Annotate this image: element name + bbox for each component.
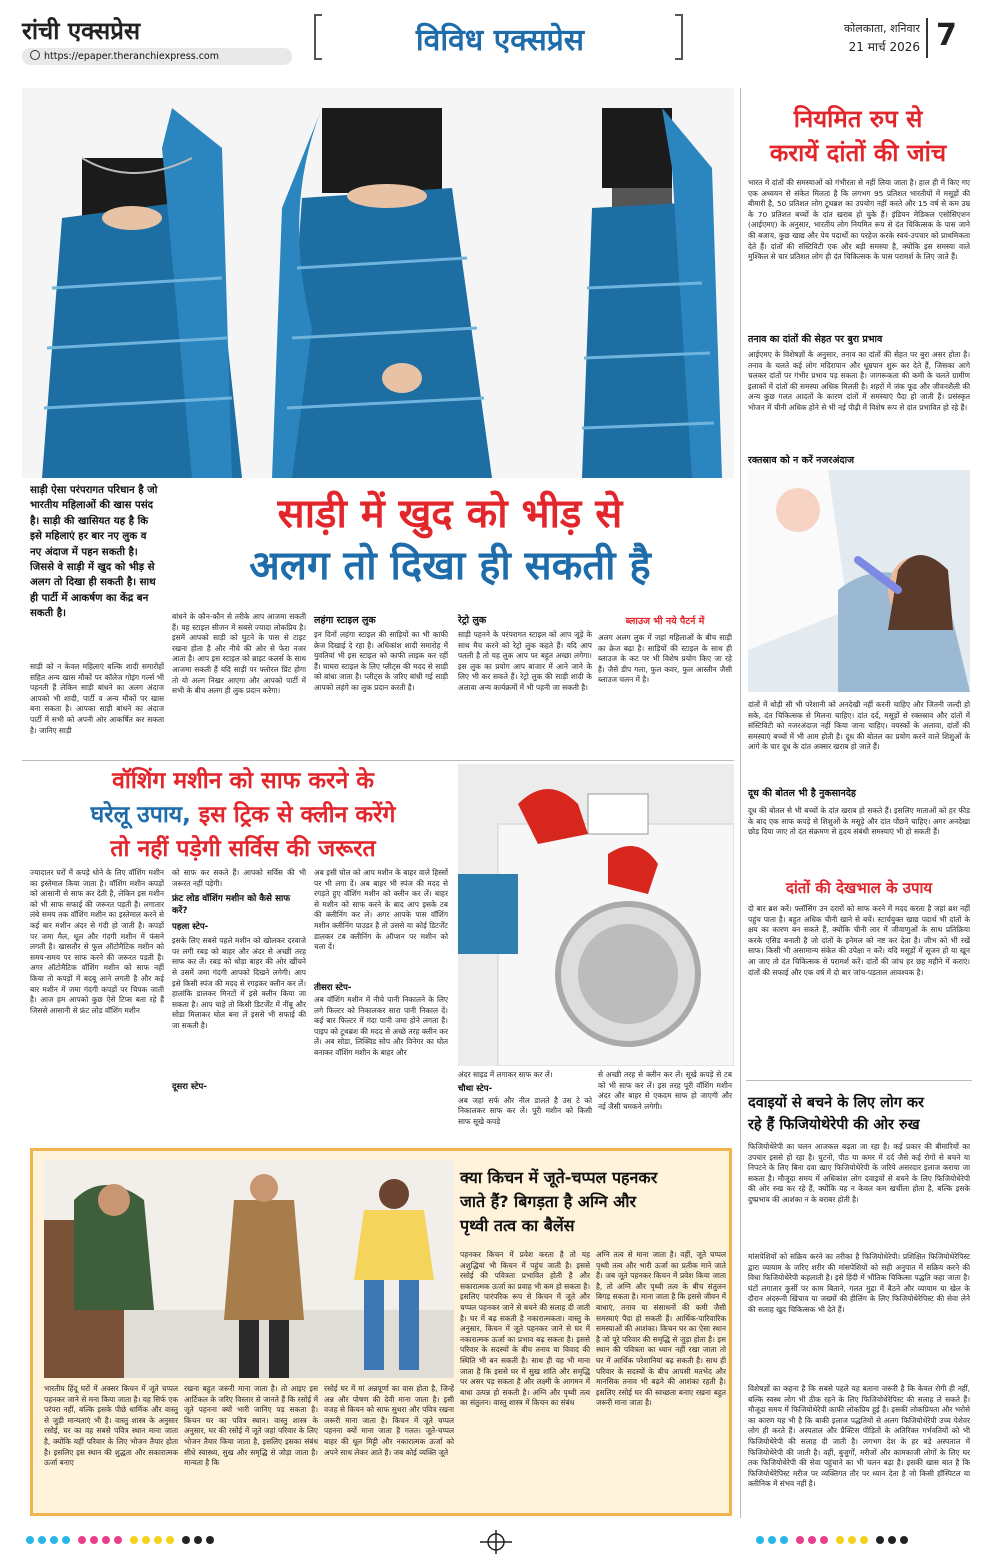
dental-headline-line2: करायें दांतों की जांच	[769, 139, 947, 167]
kitchen-photo	[44, 1160, 454, 1378]
dentist-illustration	[748, 470, 970, 692]
kitchen-col-4: पहनकर किचन में प्रवेश करता है तो यह अशुद्धियां भी किचन में पहुंच जाती है। इससे रसोई की पवित्रता प्रभावित होती है और सकारात्मक ऊर्जा का प्रवाह भी कम हो सकता है। इसलिए पारंपरिक रूप से किचन में जूते और चप्पल पहनकर जाने से बचने की सलाह दी जाती है। घर में बढ़ सकती है नकारात्मकता। वास्तु के अनुसार, किचन में जूते पहनकर जाने से घर में नकारात्मक ऊर्जा का प्रभाव बढ़ सकता है। इससे परिवार के सदस्यों के बीच तनाव या विवाद की स्थिति भी बन सकती है। साथ ही यह भी माना जाता है कि इससे घर में सुख शांति और समृद्धि पर असर पड़ सकता है और लक्ष्मी के आगमन में बाधा उत्पन्न हो सकती है। अग्नि और पृथ्वी तत्व का संतुलन। वास्तु शास्त्र में किचन का संबंध	[460, 1250, 590, 1408]
washing-col-3	[314, 868, 448, 1138]
saree-col-3: इन दिनों लहंगा स्टाइल की साड़ियों का भी काफी क्रेज दिखाई दे रहा है। अधिकांश शादी समारोह में युवतियां भी इस स्टाइल को काफी लाइक कर रहीं हैं। घाघरा स्टाइल के लिए प्लीट्स की मदद से साड़ी को बांधा जाता है। प्लीट्स के जरिए बांधी गई साड़ी आपको लहंगे का लुक प्रदान करती है।	[314, 630, 448, 692]
paper-name: रांची एक्सप्रेस	[22, 16, 141, 45]
url-bar[interactable]	[22, 48, 292, 65]
dental-p4: दूध की बोतल से भी बच्चों के दांत खराब हो सकते हैं। इसलिए माताओं को हर फीड के बाद एक साफ कपड़े से शिशुओं के मसूड़े और दांत पोंछने चाहिए। अगर अनदेखा छोड़ दिया जाए तो दंत संक्रमण से हृदय संबंधी समस्याएं भी हो सकती हैं।	[748, 806, 970, 837]
blouse-text: अलग अलग लुक में जहां महिलाओं के बीच साड़ी का क्रेज बढ़ा है। साड़ियों की स्टाइल के साथ ही ब्लाउज के कट पर भी विशेष प्रयोग किए जा रहे हैं। जैसे डीप गला, फुल कवर, फुल आस्तीन जैसी ब्लाउज चलन में है।	[598, 633, 732, 685]
dental-p1: भारत में दांतों की समस्याओं को गंभीरता से नहीं लिया जाता है। हाल ही में किए गए एक अध्ययन से संकेत मिलता है कि लगभग 95 प्रतिशत भारतीयों में मसूड़ों की बीमारी है, 50 प्रतिशत लोग टूथब्रश का उपयोग नहीं करते और 15 वर्ष से कम उम्र के 70 प्रतिशत बच्चों के दांत खराब हो चुके हैं। इंडियन मेडिकल एसोसिएशन (आईएमए) के अनुसार, भारतीय लोग नियमित रूप से दंत चिकित्सक के पास जाने की बजाय, कुछ खाद्य और पेय पदार्थों का परहेज करके स्वयं-उपचार को प्राथमिकता देते हैं। दांतों की संस्टिविटी एक और बड़ी समस्या है, क्योंकि इस समस्या वाले मुश्किल से चार प्रतिशत लोग ही दंत चिकित्सक के पास परामर्श के लिए जाते हैं।	[748, 178, 970, 262]
divider-dental	[746, 1080, 972, 1081]
washing-col-4	[458, 1070, 592, 1145]
issue-date: 21 मार्च 2026	[848, 40, 920, 54]
blouse-box	[598, 614, 732, 740]
kitchen-col-3: रसोई घर में मां अन्नपूर्णा का वास होता है, जिन्हें अन्न और पोषण की देवी माना जाता है। इसी वजह से किचन को साफ सुथरा और पवित्र रखना जरूरी माना जाता है। किचन में जूते चप्पल पहनना क्यों माना जाता है गलत। जूते-चप्पल बाहर की धूल मिट्टी और नकारात्मक ऊर्जा को अपने साथ लेकर आते हैं। जब कोई व्यक्ति जूते	[324, 1384, 454, 1457]
bracket-right	[675, 14, 683, 60]
step3-heading: तीसरा स्टेप-	[314, 983, 352, 993]
washing-col-2	[172, 868, 306, 1138]
washing-illustration	[458, 764, 734, 1066]
kitchen-headline-line2: जाते हैं? बिगड़ता है अग्नि और	[460, 1192, 637, 1211]
globe-icon	[30, 50, 40, 60]
washing-col-5: से अच्छी तरह से क्लीन कर लें। सूखे कपड़े से टब को भी साफ कर लें। इस तरह पूरी वॉशिंग मशीन अंदर और बाहर से एकदम साफ हो जाएगी और नई जैसी चमकने लगेगी।	[598, 1070, 732, 1111]
step2-text: अब इसी घोल को आप मशीन के बाहर वाले हिस्सों पर भी लगा दें। अब बाहर भी स्पंज की मदद से रगड़ते हुए वॉशिंग मशीन को क्लीन कर लें। बाहर से मशीन को साफ करने के बाद आप इसके टब की क्लीनिंग कर लें। अगर आपके पास वॉशिंग मशीन क्लीनिंग पाउडर है तो उससे या कोई डिटर्जेंट डालकर टब क्लीनिंग के ऑप्शन पर मशीन को चला दें।	[314, 868, 448, 952]
dental-headline-line1: नियमित रुप से	[793, 105, 923, 133]
saree-headline	[165, 488, 735, 592]
kitchen-illustration	[44, 1160, 454, 1378]
step4-text: अब जहां सर्फ और नील डालते है उस टे को निकालकर साफ कर लें। पूरी मशीन को किसी साफ सूखे कपड़े	[458, 1095, 592, 1126]
kitchen-headline	[460, 1166, 732, 1238]
washing-headline-line2	[28, 798, 458, 832]
washing-machine-photo	[458, 764, 734, 1066]
kitchen-col-2: रखना बहुत जरूरी माना जाता है। तो आइए इस आर्टिकल के जरिए विस्तार से जानते हैं कि रसोई में जूते पहनना क्यों भारी जानिए पड़ सकता है। किचन घर का पवित्र स्थान। वास्तु शास्त्र के अनुसार, घर की रसोई में जूते जहां परिवार के लिए भोजन तैयार किया जाता है, इसलिए इसका संबंध सीधे स्वास्थ्य, सुख और समृद्धि से जोड़ा जाता है। मान्यता है कि	[184, 1384, 318, 1468]
kitchen-col-5: अग्नि तत्व से माना जाता है। वहीं, जूते चप्पल पृथ्वी तत्व और भारी ऊर्जा का प्रतीक माने जाते हैं। जब जूते पहनकर किचन में प्रवेश किया जाता है, तो अग्नि और पृथ्वी तत्व के बीच संतुलन बिगड़ सकता है। माना जाता है कि इससे जीवन में बाधाएं, तनाव या संसाधनों की कमी जैसी समस्याएं पैदा हो सकती हैं। आर्थिक-पारिवारिक समस्याओं की आशंका। किचन घर का ऐसा स्थान है जो पूरे परिवार की समृद्धि से जुड़ा होता है। इस स्थान की पवित्रता का ध्यान नहीं रखा जाता तो घर में आर्थिक परेशानियां बढ़ सकती है। साथ ही परिवार के सदस्यों के बीच आपसी मतभेद और मानसिक तनाव भी बढ़ने की आशंका रहती है। इसलिए रसोई घर की स्वच्छता बनाए रखना बहुत जरूरी माना जाता है।	[596, 1250, 726, 1408]
washing-headline-line3: तो नहीं पड़ेगी सर्विस की जरूरत	[110, 836, 376, 862]
step3-text: अब वॉशिंग मशीन में नीचे पानी निकालने के लिए लगे फिल्टर को निकालकर सारा पानी निकाल दें। कई बार फिल्टर में गंदा पानी जमा होने लगता है। पाइप को टूथब्रश की मदद से अच्छे तरह क्लीन कर लें। अब सोडा, लिक्विड सोप और विनेगर का घोल बनाकर वॉशिंग मशीन के बाहर और	[314, 995, 448, 1057]
physio-headline-line2: रहे हैं फिजियोथेरेपी की ओर रुख	[748, 1117, 920, 1133]
physio-headline	[748, 1092, 972, 1136]
dental-headline	[746, 102, 970, 170]
dental-care-text: दो बार ब्रश करें। फ्लॉसिंग उन दरारों को साफ करने में मदद करता है जहां ब्रश नहीं पहुंच पाता है। बहुत अधिक चीनी खाने से बचें। स्टार्चयुक्त खाद्य पदार्थ भी दांतों के क्षय का कारण बन सकते हैं, क्योंकि चीनी लार में जीवाणुओं के साथ प्रतिक्रिया करके एसिड बनाती है जो दांतों के इनेमल को नष्ट कर देता है। जीभ को भी रखें साफ। किसी भी असामान्य संकेत की उपेक्षा न करें। यदि मसूड़ों में सूजन हो या खून आ जाए तो दंत चिकित्सक से परामर्श करें। दांतों की जांच हर छह महीने में कराएं। दांतों की सफाई और एक वर्ष में दो बार जांच-पड़ताल आवश्यक है।	[748, 904, 970, 977]
saree-col3-heading: लहंगा स्टाइल लुक	[314, 615, 376, 626]
dental-p3: दांतों में थोड़ी सी भी परेशानी को अनदेखी नहीं करनी चाहिए और जितनी जल्दी हो सके, दंत चिकित्सक से मिलना चाहिए। दांत दर्द, मसूड़ों से रक्तस्राव और दांतों में संस्टिविटी को नजरअंदाज नहीं किया जाना चाहिए। वयस्कों के अलावा, दांतों की समस्याएं बच्चों में भी आम होती है। दूध की बोतल का प्रयोग करने वाले शिशुओं के आगे के चार दूध के दांत अक्सर खराब हो जाते हैं।	[748, 700, 970, 752]
divider-saree	[22, 760, 734, 761]
washing-headline-line2a: घरेलू उपाय,	[90, 802, 191, 828]
physio-p2: मांसपेशियों को सक्रिय करने का तरीका है फिजियोथेरेपी। प्रशिक्षित फिजियोथेरेपिस्ट द्वारा व्यायाम के जरिए शरीर की मांसपेशियों को सही अनुपात में सक्रिय करने की विधा फिजियोथेरेपी कहलाती है। इसे हिंदी में भौतिक चिकित्सा पद्धति कहा जाता है। घंटों लगातार कुर्सी पर काम बिताने, गलत मुद्रा में बैठने और व्यायाम या खेल के दौरान अंदरूनी खिंचाव या जख्मों की हीलिंग के लिए फिजियोथेरेपिस्ट की सेवा लेने की सलाह खुद चिकित्सक भी देते हैं।	[748, 1252, 970, 1314]
washing-col2-intro: को साफ कर सकते हैं। आपको सर्विस की भी जरूरत नहीं पड़ेगी।	[172, 868, 306, 888]
kitchen-col-1: भारतीय हिंदू घरों में अक्सर किचन में जूते चप्पल पहनकर जाने से मना किया जाता है। यह सिर्फ एक परंपरा नहीं, बल्कि इसके पीछे धार्मिक और वास्तु से जुड़ी मान्यताएं भी है। वास्तु शास्त्र के अनुसार रसोई, घर का वह सबसे पवित्र स्थान माना जाता है, क्योंकि यहीं परिवार के लिए भोजन तैयार होता है। इसलिए इस स्थान की शुद्धता और सकारात्मक ऊर्जा बनाए	[44, 1384, 178, 1468]
bracket-left	[314, 14, 322, 60]
saree-col-4: साड़ी पहनने के परंपरागत स्टाइल को आप जूड़े के साथ मैच करने को रेट्रो लुक कहते हैं। यदि आप पतली है तो यह लुक आप पर बहुत अच्छा लगेगा। इस लुक का प्रयोग आप बाजार में आने जाने के लिए भी कर सकते हैं। रेट्रो लुक की साड़ी शादी के अलावा अन्य कार्यक्रमों में भी पहनी जा सकती है।	[458, 630, 592, 692]
washing-headline	[28, 764, 458, 866]
print-registration-footer	[0, 1530, 993, 1560]
sidebar-divider	[740, 88, 741, 1518]
date-block	[800, 20, 920, 56]
page-number: 7	[936, 18, 957, 53]
blouse-heading: ब्लाउज भी नये पैटर्न में	[625, 616, 705, 627]
physio-headline-line1: दवाइयों से बचने के लिए लोग कर	[748, 1095, 924, 1111]
step4-heading: चौथा स्टेप-	[458, 1083, 493, 1094]
saree-col-1: साड़ी को न केवल महिलाएं बल्कि शादी समारोहों सहित अन्य खास मौकों पर कॉलेज गोइंग गर्ल्स भी पहनती हैं लेकिन साड़ी बांधने का अलग अंदाज आपको भी शादी, पार्टी व अन्य मौकों पर खास बना सकता है। आपका साड़ी बांधने का अंदाज पार्टी में सभी को अपनी ओर आकर्षित कर सकता है। जानिए साड़ी	[30, 662, 164, 735]
saree-photo-strip	[22, 88, 734, 478]
step3-continued: अंदर साइड में लगाकर साफ कर लें।	[458, 1070, 553, 1079]
step2-heading: दूसरा स्टेप-	[172, 1082, 207, 1093]
washing-col-1: ज्यादातर घरों में कपड़े धोने के लिए वॉशिंग मशीन का इस्तेमाल किया जाता है। वॉशिंग मशीन कपड़ों को आसानी से साफ कर देती है, लेकिन इस मशीन को भी साफ सफाई की जरूरत पड़ती है। लगातार लंबे समय तक वॉशिंग मशीन का इस्तेमाल करने से कई बार मशीन अंदर से गंदी हो जाती है। कपड़ों पर जमा मैल, धूल और गंदगी मशीन में फंसने लगती है। खासतौर से फुल ऑटोमैटिक मशीन को समय-समय पर साफ करने की जरूरत पड़ती है। अगर ऑटोमैटिक वॉशिंग मशीन को साफ नहीं किया तो कपड़ों में बदबू आने लगती है और कई बार मशीन में जमा गंदगी कपड़ों पर चिपक जाती है। आज हम आपको कुछ ऐसे टिप्स बता रहे हैं जिससे आसानी से फ्रंट लोड वॉशिंग मशीन	[30, 868, 164, 1015]
section-title: विविध एक्सप्रेस	[415, 23, 585, 58]
dental-p2: आईएमए के विशेषज्ञों के अनुसार, तनाव का दांतों की सेहत पर बुरा असर होता है। तनाव के चलते कई लोग मदिरापान और धूम्रपान शुरू कर देते हैं, जिसका आगे चलकर दांतों पर गंभीर प्रभाव पड़ सकता है। जागरूकता की कमी के चलते ग्रामीण इलाकों में दांतों की समस्या अधिक मिलती है। शहरों में जंक फूड और जीवनशैली की अन्य कुछ गलत आदतों के कारण दांतों में समस्याएं पैदा हो जाती हैं। प्रसंस्कृत भोजन में चीनी अधिक होने से भी नई पीढ़ी में विशेष रूप से दांत प्रभावित हो रहे हैं।	[748, 350, 970, 412]
kitchen-headline-line1: क्या किचन में जूते-चप्पल पहनकर	[460, 1168, 658, 1187]
masthead	[0, 0, 993, 72]
dental-care-heading: दांतों की देखभाल के उपाय	[785, 879, 933, 897]
saree-intro: साड़ी ऐसा परंपरागत परिधान है जो भारतीय महिलाओं की खास पसंद है। साड़ी की खासियत यह है कि इसे महिलाएं हर बार नए लुक व नए अंदाज में पहन सकती है। जिससे वे साड़ी में खुद को भीड़ से अलग तो दिखा ही सकती है। साथ ही पार्टी में आकर्षण का केंद्र बन सकती है।	[30, 485, 158, 620]
registration-dots	[0, 1530, 993, 1560]
physio-p3: विशेषज्ञों का कहना है कि सबसे पहले यह बताना जरूरी है कि केवल रोगी ही नहीं, बल्कि स्वस्थ लोग भी ठीक रहने के लिए फिजियोथेरेपिस्ट की सलाह ले सकते हैं। मौजूदा समय में फिजियोथेरेपी काफी लोकप्रिय हुई है। इसकी लोकप्रियता और भरोसे का कारण यह भी है कि बाकी इलाज पद्धतियों से अलग फिजियोथेरेपी उच्च पेशेवर लोग ही करते हैं। अस्पताल और प्रैक्टिस पीड़ितों के अतिरिक्त गर्भवतियों को भी फिजियोथेरेपी की सलाह दी जाती है। लगभग देश के हर बड़े अस्पताल में फिजियोथेरेपी की जाती है। वहीं, बुजुर्गों, मरीजों और कामकाजी लोगों के लिए घर तक फिजियोथेरेपी की सेवा पहुंचाने का भी चलन बढ़ा है। इसकी खास बात है कि फिजियोथेरेपिस्ट मरीज पर व्यक्तिगत तौर पर ध्यान देता है जो किसी हॉस्पिटल या क्लीनिक में संभव नहीं है।	[748, 1384, 970, 1489]
dental-sub1: तनाव का दांतों की सेहत पर बुरा प्रभाव	[748, 334, 883, 345]
dentist-photo	[748, 470, 970, 692]
paper-logo	[22, 14, 140, 47]
epaper-url: https://epaper.theranchiexpress.com	[44, 51, 219, 62]
step1-heading: पहला स्टेप-	[172, 922, 209, 933]
physio-p1: फिजियोथेरेपी का चलन आजकल बढ़ता जा रहा है। कई प्रकार की बीमारियों का उपचार इससे हो रहा है। घुटनों, पीठ या कमर में दर्द जैसे कई रोगों से बचने या निपटने के लिए बिना दवा खाए फिजियोथेरेपी के जरिये असरदार इलाज कराया जा सकता है। मौजूदा समय में अधिकांश लोग दवाइयों से बचने के लिए फिजियोथेरेपी की ओर रुख कर रहे हैं, क्योंकि यह न केवल कम खर्चीला होता है, बल्कि इसके दुष्प्रभाव की आशंका न के बराबर होती है।	[748, 1142, 970, 1204]
washing-howto-heading: फ्रंट लोड वॉशिंग मशीन को कैसे साफ करें?	[172, 894, 291, 917]
washing-headline-line1: वॉशिंग मशीन को साफ करने के	[112, 768, 374, 794]
saree-col-2: बांधने के कौन-कौन से तरीके आप आजमा सकती हैं। यह स्टाइल सीजन में सबसे ज्यादा लोकप्रिय है। इसमें आपको साड़ी को घुटने के पास से टाइट रखना होता है और नीचे की ओर से फेरा नजर आता है। आप इस स्टाइल को ब्राइट कलर्स के साथ आजमा सकती हैं यदि साड़ी पर फ्लोरल प्रिंट होगा तो यो अल्ग निखर आएगा और आपको पार्टी में सभी के बीच अलग ही लुक प्रदान करेगा।	[172, 612, 306, 696]
saree-headline-line2: अलग तो दिखा ही सकती है	[249, 543, 651, 589]
saree-col4-heading: रेट्रो लुक	[458, 615, 487, 626]
city-day: कोलकाता, शनिवार	[843, 22, 920, 35]
dental-sub3: दूध की बोतल भी है नुकसानदेह	[748, 788, 856, 799]
kitchen-headline-line3: पृथ्वी तत्व का बैलेंस	[460, 1216, 575, 1235]
washing-headline-line2b: इस ट्रिक से क्लीन करेंगे	[190, 802, 396, 828]
step1-text: इसके लिए सबसे पहले मशीन को खोलकर दरवाजे पर लगी रबड़ को बाहर और अंदर से अच्छी तरह साफ कर लें। रबड़ को थोड़ा बाहर की ओर खींचने से उसमें जमा गंदगी आपको दिखने लगेगी। आप इसे किसी स्पंज की मदद से रगड़कर क्लीन कर लें। हालांकि डालकर मिनटों में इसे क्लीन किया जा सकता है। आप चाहे तो किसी डिटर्जेंट में नींबू और सोडा मिलाकर घोल बना लें इससे भी सफाई की जा सकती है।	[172, 936, 306, 1030]
dental-sub2: रक्तस्राव को न करें नजरअंदाज	[748, 455, 855, 466]
saree-illustration	[22, 88, 734, 478]
saree-headline-line1: साड़ी में खुद को भीड़ से	[277, 491, 623, 537]
date-divider	[926, 18, 928, 58]
